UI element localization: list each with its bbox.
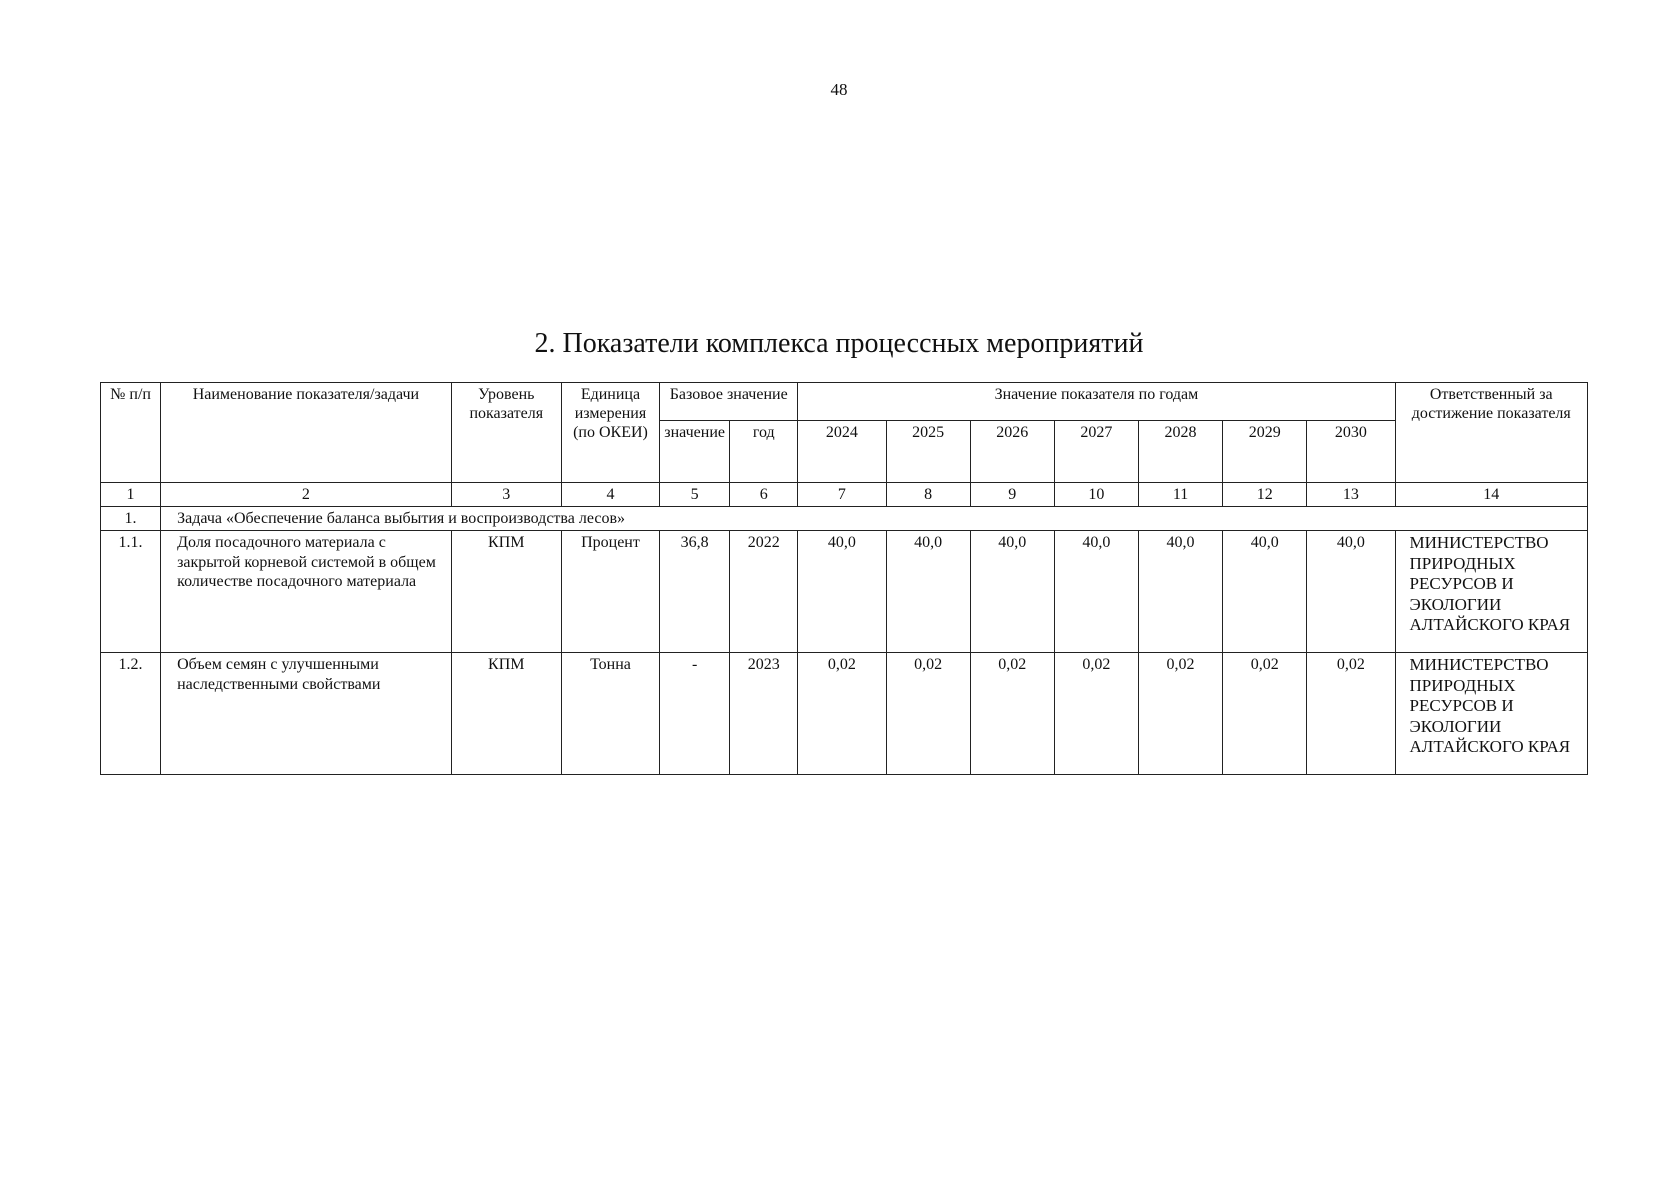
row-unit: Процент [561, 531, 659, 653]
header-num: № п/п [101, 383, 161, 483]
column-number: 11 [1138, 483, 1222, 507]
row-value-2029: 40,0 [1223, 531, 1307, 653]
column-number: 9 [970, 483, 1054, 507]
row-unit: Тонна [561, 653, 659, 775]
row-value-2028: 40,0 [1138, 531, 1222, 653]
row-level: КПМ [451, 531, 561, 653]
row-value-2027: 0,02 [1054, 653, 1138, 775]
row-base-year: 2023 [730, 653, 798, 775]
row-base-value: - [660, 653, 730, 775]
row-responsible: МИНИСТЕРСТВО ПРИРОДНЫХ РЕСУРСОВ И ЭКОЛОГИИ АЛТАЙСКОГО КРАЯ [1395, 531, 1587, 653]
row-value-2028: 0,02 [1138, 653, 1222, 775]
column-number: 8 [886, 483, 970, 507]
column-number: 2 [161, 483, 452, 507]
column-number: 14 [1395, 483, 1587, 507]
header-base-year: год [730, 421, 798, 483]
row-value-2026: 0,02 [970, 653, 1054, 775]
row-value-2024: 40,0 [798, 531, 886, 653]
row-name: Доля посадочного материала с закрытой корневой системой в общем количестве посадочного материала [161, 531, 452, 653]
header-responsible: Ответственный за достижение показателя [1395, 383, 1587, 483]
header-base: Базовое значение [660, 383, 798, 421]
header-year: 2028 [1138, 421, 1222, 483]
task-num: 1. [101, 507, 161, 531]
header-level: Уровень показателя [451, 383, 561, 483]
column-number: 10 [1054, 483, 1138, 507]
row-value-2026: 40,0 [970, 531, 1054, 653]
indicators-table [100, 382, 1588, 775]
column-number: 6 [730, 483, 798, 507]
row-value-2029: 0,02 [1223, 653, 1307, 775]
table-row [101, 531, 1588, 653]
row-value-2025: 40,0 [886, 531, 970, 653]
section-title: 2. Показатели комплекса процессных мероприятий [534, 328, 1144, 359]
column-number: 4 [561, 483, 659, 507]
header-year: 2026 [970, 421, 1054, 483]
row-base-year: 2022 [730, 531, 798, 653]
task-title: Задача «Обеспечение баланса выбытия и воспроизводства лесов» [161, 507, 1588, 531]
row-value-2030: 40,0 [1307, 531, 1395, 653]
row-num: 1.2. [101, 653, 161, 775]
page-number: 48 [830, 80, 848, 99]
column-number: 7 [798, 483, 886, 507]
header-base-value: значение [660, 421, 730, 483]
row-value-2025: 0,02 [886, 653, 970, 775]
column-number: 13 [1307, 483, 1395, 507]
task-row [101, 507, 1588, 531]
column-numbers-row [101, 483, 1588, 507]
header-unit: Единица измерения (по ОКЕИ) [561, 383, 659, 483]
row-level: КПМ [451, 653, 561, 775]
column-number: 1 [101, 483, 161, 507]
row-value-2024: 0,02 [798, 653, 886, 775]
header-by-years: Значение показателя по годам [798, 383, 1395, 421]
row-value-2027: 40,0 [1054, 531, 1138, 653]
header-year: 2024 [798, 421, 886, 483]
header-name: Наименование показателя/задачи [161, 383, 452, 483]
row-name: Объем семян с улучшенными наследственными свойствами [161, 653, 452, 775]
table-row [101, 653, 1588, 775]
column-number: 3 [451, 483, 561, 507]
row-value-2030: 0,02 [1307, 653, 1395, 775]
header-year: 2029 [1223, 421, 1307, 483]
header-row-1 [101, 383, 1588, 421]
row-num: 1.1. [101, 531, 161, 653]
header-year: 2027 [1054, 421, 1138, 483]
header-year: 2025 [886, 421, 970, 483]
row-base-value: 36,8 [660, 531, 730, 653]
column-number: 5 [660, 483, 730, 507]
column-number: 12 [1223, 483, 1307, 507]
row-responsible: МИНИСТЕРСТВО ПРИРОДНЫХ РЕСУРСОВ И ЭКОЛОГИИ АЛТАЙСКОГО КРАЯ [1395, 653, 1587, 775]
header-year: 2030 [1307, 421, 1395, 483]
